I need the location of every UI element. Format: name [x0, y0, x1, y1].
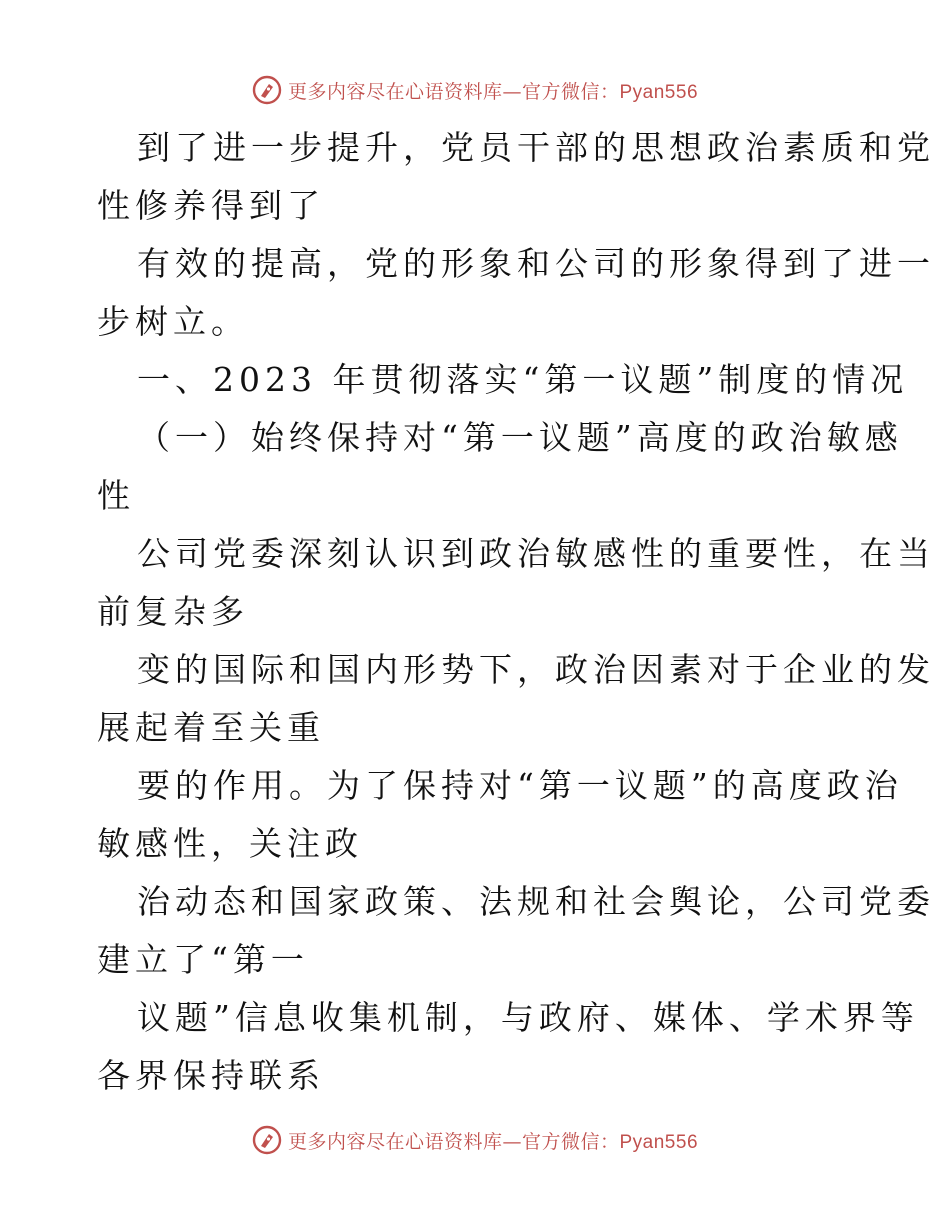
text-line: 议题”信息收集机制，与政府、媒体、学术界等 — [137, 998, 919, 1037]
text-line: 治动态和国家政策、法规和社会舆论，公司党委 — [137, 882, 935, 921]
text-line: 到了进一步提升，党员干部的思想政治素质和党 — [137, 128, 935, 167]
wechat-id: Pyan556 — [619, 1131, 699, 1153]
footer-watermark — [0, 1122, 950, 1158]
text-line: 敏感性，关注政 — [97, 824, 363, 863]
section-heading: 一、2023 年贯彻落实“第一议题”制度的情况 — [137, 360, 909, 399]
text-line: 要的作用。为了保持对“第一议题”的高度政治 — [137, 766, 903, 805]
text-line: 变的国际和国内形势下，政治因素对于企业的发 — [137, 650, 935, 689]
text-line: 性修养得到了 — [97, 186, 325, 225]
subsection-heading: （一）始终保持对“第一议题”高度的政治敏感 — [137, 418, 903, 457]
text-line: 公司党委深刻认识到政治敏感性的重要性，在当 — [137, 534, 935, 573]
text-line: 建立了“第一 — [97, 940, 309, 979]
text-line: 有效的提高，党的形象和公司的形象得到了进一 — [137, 244, 935, 283]
watermark-text: 更多内容尽在心语资料库—官方微信：Pyan556 — [287, 1130, 699, 1153]
text-line: 步树立。 — [97, 302, 249, 341]
wechat-id: Pyan556 — [619, 81, 699, 103]
text-line: 性 — [97, 476, 135, 515]
text-line: 前复杂多 — [97, 592, 249, 631]
text-line: 各界保持联系 — [97, 1056, 325, 1095]
watermark-text: 更多内容尽在心语资料库—官方微信：Pyan556 — [287, 80, 699, 103]
pen-nib-circle-icon — [252, 1125, 282, 1155]
text-line: 展起着至关重 — [97, 708, 325, 747]
